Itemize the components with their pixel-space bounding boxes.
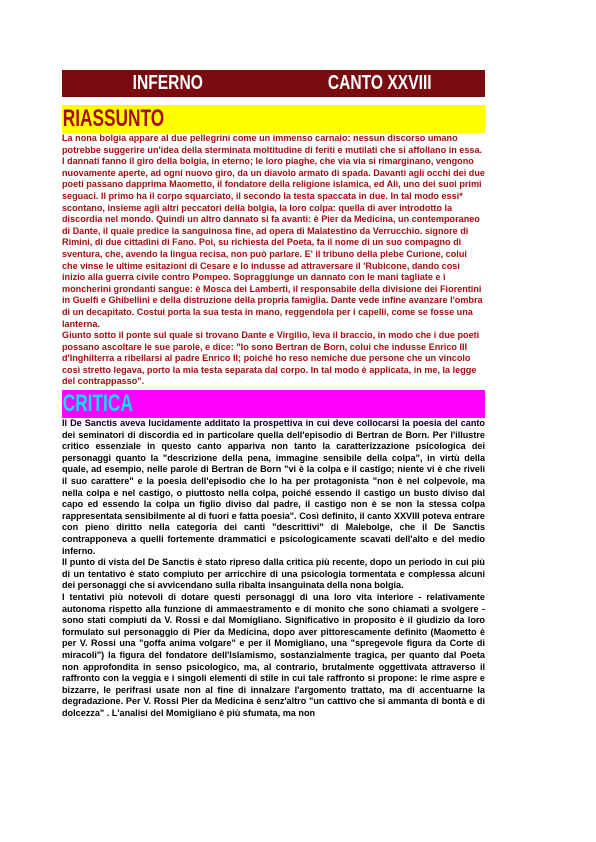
document-page	[62, 70, 485, 720]
header-inferno: INFERNO	[132, 72, 203, 94]
canto-header	[62, 70, 485, 97]
critica-body	[62, 418, 485, 719]
riassunto-title: RIASSUNTO	[62, 105, 165, 132]
header-canto: CANTO XXVIII	[327, 72, 432, 94]
critica-paragraph: Il punto di vista del De Sanctis è stato ripreso dalla critica più recente, dopo un periodo in cui più di un tentativo è stato compiuto per arricchire di una psicologia tormentata e complessa alcuni dei personaggi che si avvicendano sulla ribalta insanguinata della nona bolgia.	[62, 557, 485, 591]
riassunto-paragraph: Giunto sotto il ponte sul quale si trovano Dante e Virgilio, leva il braccio, in modo che i due poeti possano ascoltare le sue parole, e dice: "Io sono Bertran de Born, colui che indusse Enrico III d'Inghilterra a ribellarsi al padre Enrico II; poiché ho reso nemiche due persone che un vincolo così stretto legava, porto la mia testa separata dal corpo. In tal modo è applicata, in me, la legge del contrappasso".	[62, 330, 480, 387]
riassunto-body	[62, 133, 485, 388]
critica-heading-bar	[62, 390, 485, 418]
critica-paragraph: Il De Sanctis aveva lucidamente additato la prospettiva in cui deve collocarsi la poesia del canto dei seminatori di discordia ed in particolare quella dell'episodio di Bertran de Born. Per l'illustre critico essenziale in questo canto appariva non tanto la caratterizzazione psicologica dei personaggi quanto la "descrizione della pena, immagine sensibile della colpa", in virtù della quale, ad esempio, nelle parole di Bertran de Born "vi è la colpa e il castigo; niente vi è che riveli il suo carattere" e la poesia dell'episodio che lo ha per protagonista "non è nel colpevole, ma nella colpa e nel castigo, o piuttosto nella colpa, poiché essendo il castigo un busto diviso dal capo ed essendo la colpa un figlio diviso dal padre, il castigo non è se non la stessa colpa rappresentata sensibilmente al di fuori e fatta poesia". Così definito, il canto XXVIII poteva entrare con pieno diritto nella categoria dei canti "descrittivi" di Malebolge, che il De Sanctis contrapponeva a quelli fortemente drammatici e psicologicamente scavati dell'alto e del medio inferno.	[62, 418, 485, 556]
critica-title: CRITICA	[62, 390, 133, 418]
critica-paragraph: I tentativi più notevoli di dotare questi personaggi di una loro vita interiore - relativamente autonoma rispetto alla funzione di ammaestramento e di monito che sono chiamati a svolgere - sono stati compiuti da V. Rossi e dal Momigliano. Significativo in proposito è il giudizio da loro formulato sul personaggio di Pier da Medicina, dopo aver pittorescamente definito (Maometto è per V. Rossi una "goffa anima volgare" e per il Momigliano, una "spregevole figura da Corte di miracoli") la figura del fondatore dell'Islamismo, sostanzialmente tragica, per quanto dal Poeta non approfondita in senso psicologico, ma, al contrario, brutalmente oggettivata attraverso il raffronto con la veggia e i singoli elementi di stile in cui tale raffronto si propone: le rime aspre e bizzarre, le perifrasi usate non al fine di innalzare l'argomento trattato, ma di accentuarne la degradazione. Per V. Rossi Pier da Medicina è senz'altro "un cattivo che si ammanta di bontà e di dolcezza" . L'analisi del Momigliano è più sfumata, ma non	[62, 591, 485, 718]
riassunto-paragraph: La nona bolgia appare al due pellegrini come un immenso carnaio: nessun discorso umano potrebbe suggerire un'idea della sterminata moltitudine di feriti e mutilati che si affollano in essa. I dannati fanno il giro della bolgia, in eterno; le loro piaghe, che via via si rimarginano, vengono nuovamente aperte, ad ogni nuovo giro, da un diavolo armato di spada. Davanti agli occhi dei due poeti passano dapprima Maometto, il fondatore della religione islamica, ed Alì, uno dei suoi primi seguaci. Il primo ha il corpo squarciato, il secondo la testa spaccata in due. In tal modo essi* scontano, insieme agli altri peccatori della bolgia, la loro colpa: quella di aver introdotto la discordia nel mondo. Quindi un altro dannato si fa avanti: è Pier da Medicina, un contemporaneo di Dante, il quale predice la sanguinosa fine, ad opera di Malatestino da Verrucchio. signore di Rimini, di due cittadini di Fano. Poi, su richiesta del Poeta, fa il nome di un suo compagno di sventura, che, avendo la lingua recisa, non può parlare. E' il tribuno della plebe Curione, colui che vinse le ultime esitazioni di Cesare e lo indusse ad attraversare il 'Rubicone, dando così inizio alla guerra civile contro Pompeo. Sopraggiunge un dannato con le mani tagliate e i moncherini grondanti sangue: è Mosca dei Lamberti, il responsabile della divisione dei Fiorentini in Guelfi e Ghibellini e della distruzione della propria famiglia. Dante vede infine avanzare l'ombra di un decapitato. Costui porta la sua testa in mano, reggendola per i capelli, come se fosse una lanterna.	[62, 133, 485, 329]
riassunto-heading-bar	[62, 105, 485, 133]
